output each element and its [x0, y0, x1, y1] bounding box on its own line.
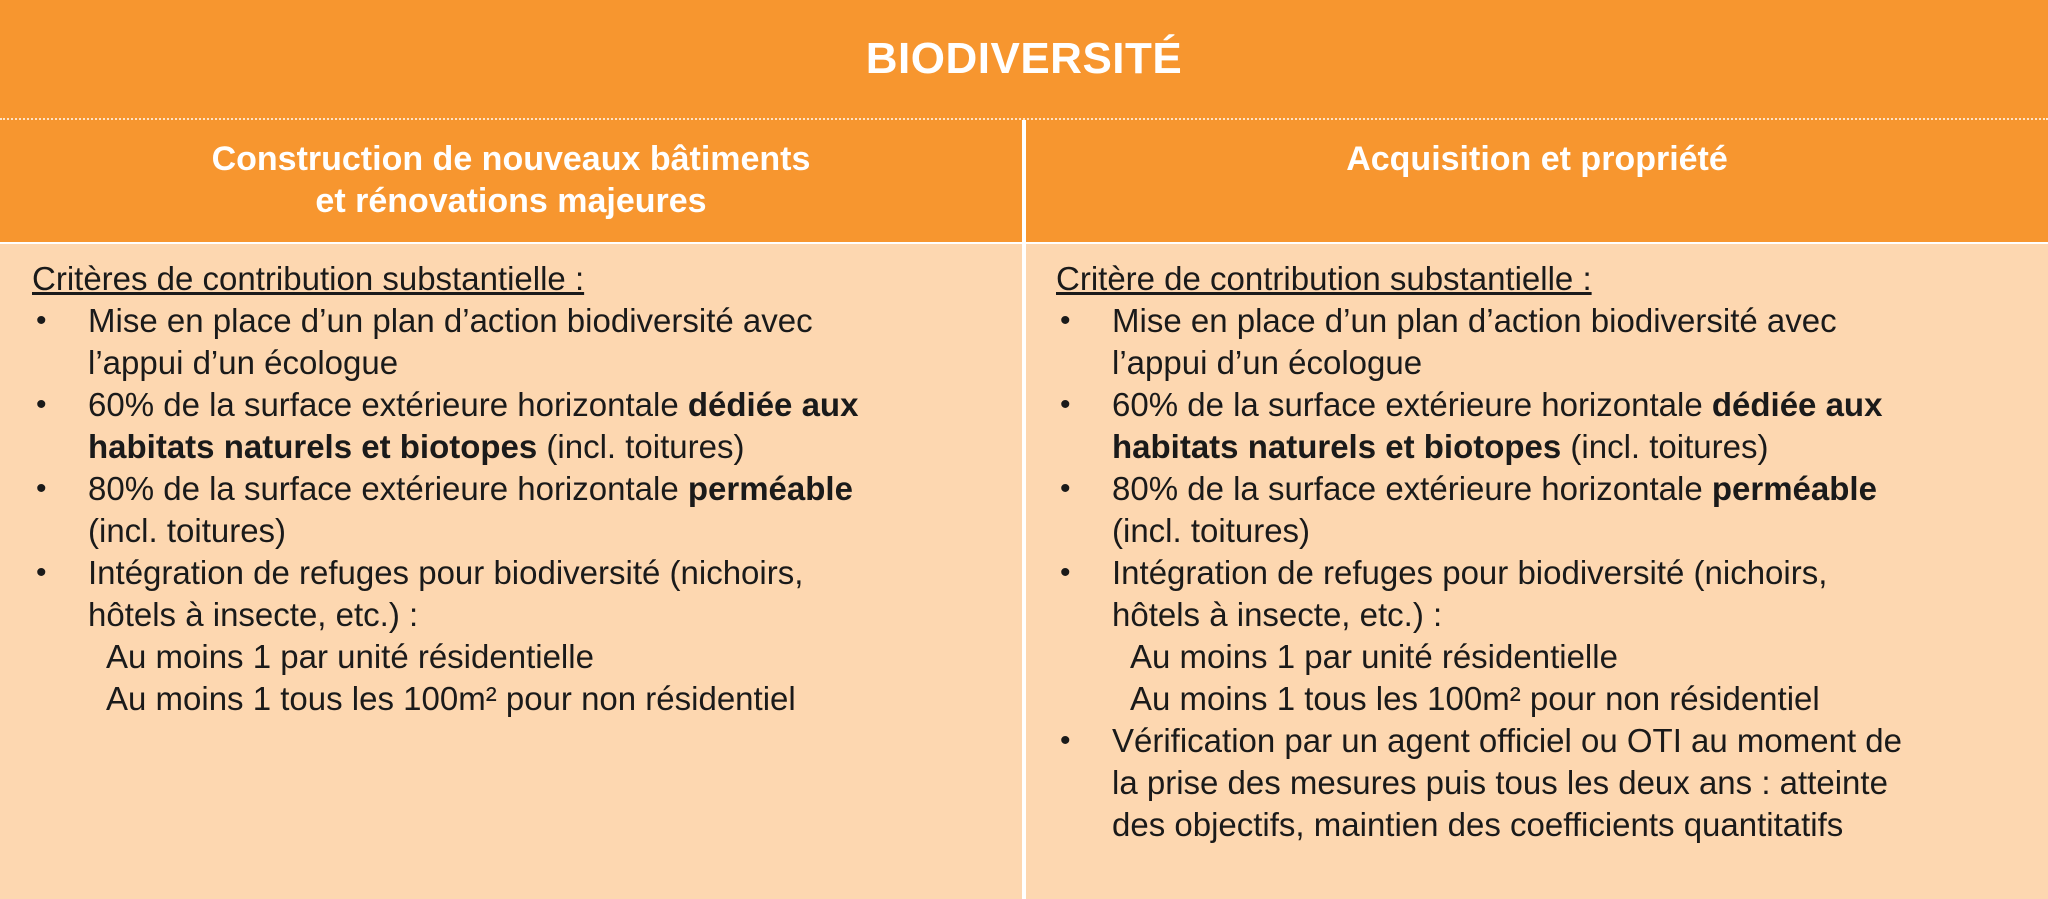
- list-item-line: • Intégration de refuges pour biodiversité (nichoirs,: [1112, 554, 1828, 591]
- list-item-line: l’appui d’un écologue: [1112, 344, 1423, 381]
- header-construction: [0, 120, 1022, 242]
- header-acquisition: [1026, 120, 2048, 242]
- list-item-text: 80% de la surface extérieure horizontale: [88, 470, 688, 507]
- sub-item: Au moins 1 tous les 100m² pour non résidentiel: [106, 680, 796, 717]
- sub-item: Au moins 1 par unité résidentielle: [1130, 638, 1618, 675]
- list-item-text: 60% de la surface extérieure horizontale: [88, 386, 688, 423]
- list-item-line: [88, 384, 1002, 426]
- criteria-list: [1056, 300, 2028, 636]
- list-item-line: [88, 468, 1002, 510]
- list-item-bold: dédiée aux: [687, 386, 859, 423]
- list-item-line: (incl. toitures): [1112, 512, 1311, 549]
- criteria-list-extra: [1056, 720, 2028, 846]
- list-item-line: • Vérification par un agent officiel ou OTI au moment de: [1112, 722, 1903, 759]
- list-item: [32, 384, 1002, 468]
- list-item-bold: habitats naturels et biotopes: [1112, 428, 1562, 465]
- list-item-line: hôtels à insecte, etc.) :: [88, 596, 419, 633]
- list-item-line: • Mise en place d’un plan d’action biodiversité avec: [1112, 302, 1837, 339]
- header-construction-line1: Construction de nouveaux bâtiments: [211, 140, 811, 178]
- body-construction: [0, 244, 1022, 899]
- list-item-line: des objectifs, maintien des coefficients quantitatifs: [1112, 806, 1844, 843]
- list-item-line: l’appui d’un écologue: [88, 344, 399, 381]
- list-item-line: [1112, 384, 2028, 426]
- sub-item: Au moins 1 tous les 100m² pour non résidentiel: [1130, 680, 1820, 717]
- list-item-bold: habitats naturels et biotopes: [88, 428, 538, 465]
- list-item-line: [88, 426, 1002, 468]
- list-item-bold: perméable: [687, 470, 853, 507]
- table-title: [0, 0, 2048, 120]
- header-acquisition-line1: Acquisition et propriété: [1346, 140, 1728, 178]
- list-item-text: (incl. toitures): [1561, 428, 1769, 465]
- list-item-text: 80% de la surface extérieure horizontale: [1112, 470, 1712, 507]
- list-item-line: la prise des mesures puis tous les deux ans : atteinte: [1112, 764, 1888, 801]
- criteria-title: Critère de contribution substantielle :: [1056, 260, 1592, 297]
- body-acquisition: [1026, 244, 2048, 899]
- list-item-bold: dédiée aux: [1711, 386, 1883, 423]
- list-item-bold: perméable: [1711, 470, 1877, 507]
- list-item: [1056, 300, 2028, 384]
- list-item: [32, 300, 1002, 384]
- criteria-title: Critères de contribution substantielle :: [32, 260, 585, 297]
- sub-item: Au moins 1 par unité résidentielle: [106, 638, 594, 675]
- list-item-text: 60% de la surface extérieure horizontale: [1112, 386, 1712, 423]
- body-row: [0, 244, 2048, 899]
- criteria-list: [32, 300, 1002, 636]
- list-item-line: (incl. toitures): [88, 512, 287, 549]
- list-item: [1056, 384, 2028, 468]
- list-item-line: • Intégration de refuges pour biodiversité (nichoirs,: [88, 554, 804, 591]
- list-item-line: • Mise en place d’un plan d’action biodiversité avec: [88, 302, 813, 339]
- list-item-line: [1112, 426, 2028, 468]
- list-item-line: [1112, 468, 2028, 510]
- list-item: [32, 552, 1002, 636]
- list-item-text: (incl. toitures): [537, 428, 745, 465]
- list-item: [1056, 720, 2028, 846]
- list-item: [32, 468, 1002, 552]
- title-text: BIODIVERSITÉ: [865, 34, 1183, 83]
- header-construction-line2: et rénovations majeures: [315, 182, 707, 220]
- list-item-line: hôtels à insecte, etc.) :: [1112, 596, 1443, 633]
- column-header-row: [0, 120, 2048, 242]
- list-item: [1056, 552, 2028, 636]
- list-item: [1056, 468, 2028, 552]
